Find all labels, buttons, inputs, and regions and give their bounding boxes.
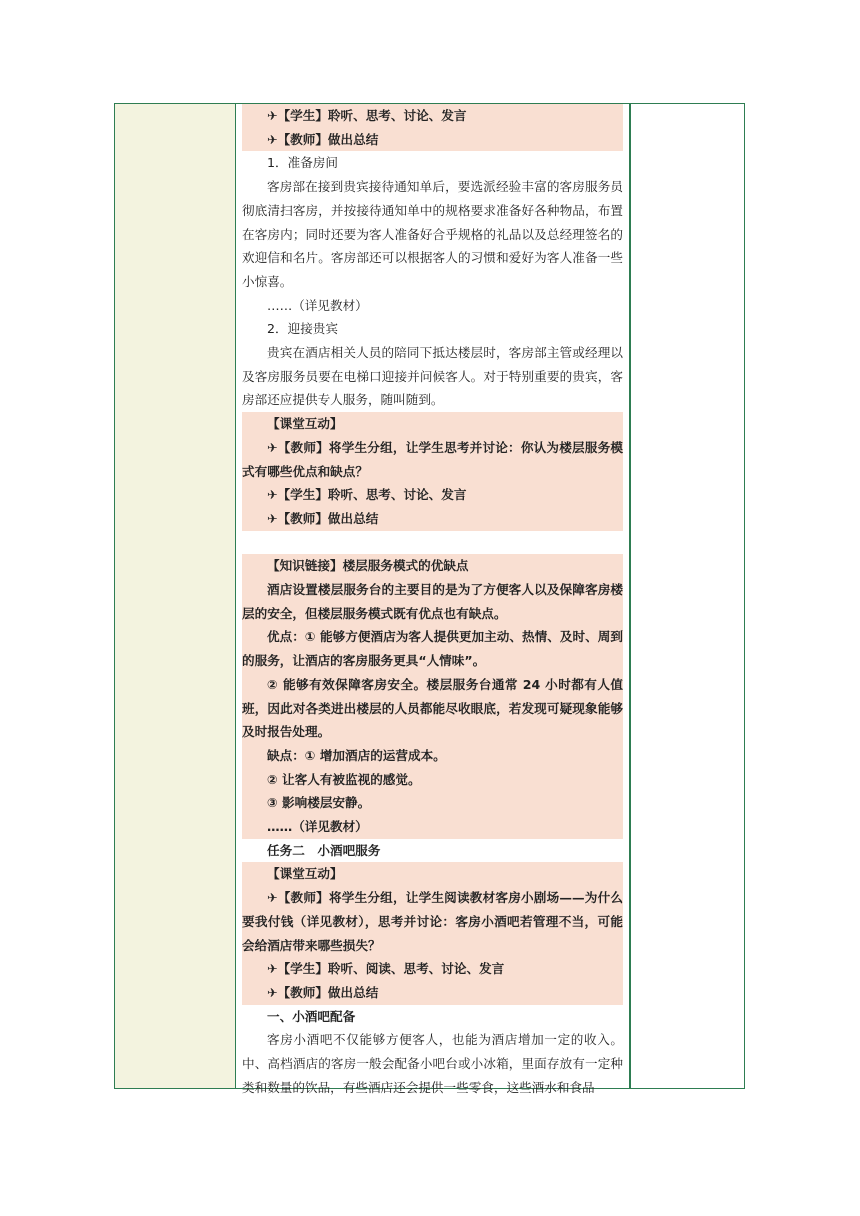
paragraph-minibar-setup: 客房小酒吧不仅能够方便客人，也能为酒店增加一定的收入。中、高档酒店的客房一般会配备小吧台或小冰箱，里面存放有一定种类和数量的饮品，有些酒店还会提供一些零食，这些酒水和食品 xyxy=(242,1032,623,1095)
teacher-task-line: ✈【教师】将学生分组，让学生阅读教材客房小剧场——为什么要我付钱（详见教材），思考并讨论：客房小酒吧若管理不当，可能会给酒店带来哪些损失？ xyxy=(242,886,623,957)
student-activity-line: ✈【学生】聆听、思考、讨论、发言 xyxy=(242,483,623,507)
see-textbook-note: ……（详见教材） xyxy=(267,297,368,313)
paragraph-prepare-room: 客房部在接到贵宾接待通知单后，要选派经验丰富的客房服务员彻底清扫客房，并按接待通知单中的规格要求准备好各种物品，布置在客房内；同时还要为客人准备好合乎规格的礼品以及总经理签名的欢迎信和名片。客房部还可以根据客人的习惯和爱好为客人准备一些小惊喜。 xyxy=(242,179,623,289)
lesson-table xyxy=(114,103,745,1095)
knowledge-link-intro: 酒店设置楼层服务台的主要目的是为了方便客人以及保障客房楼层的安全，但楼层服务模式既有优点也有缺点。 xyxy=(242,578,623,625)
disadvantage-two: ② 让客人有被监视的感觉。 xyxy=(242,768,623,792)
class-interaction-heading: 【课堂互动】 xyxy=(242,412,623,436)
right-column-divider xyxy=(629,104,631,1088)
teacher-summary-line: ✈【教师】做出总结 xyxy=(242,507,623,531)
see-textbook-note: ……（详见教材） xyxy=(242,815,623,839)
knowledge-link-heading: 【知识链接】楼层服务模式的优缺点 xyxy=(242,554,623,578)
teacher-summary-line: ✈【教师】做出总结 xyxy=(242,981,623,1005)
advantage-one: 优点：① 能够方便酒店为客人提供更加主动、热情、及时、周到的服务，让酒店的客房服务更具“人情味”。 xyxy=(242,625,623,672)
task-two-heading: 任务二 小酒吧服务 xyxy=(267,842,381,858)
class-interaction-heading: 【课堂互动】 xyxy=(242,862,623,886)
left-column xyxy=(115,104,236,1088)
student-activity-line: ✈【学生】聆听、思考、讨论、发言 xyxy=(242,104,623,128)
disadvantage-one: 缺点：① 增加酒店的运营成本。 xyxy=(242,744,623,768)
section-heading-prepare-room: 1．准备房间 xyxy=(267,155,338,171)
minibar-setup-heading: 一、小酒吧配备 xyxy=(267,1008,356,1024)
disadvantage-three: ③ 影响楼层安静。 xyxy=(242,791,623,815)
content-cell xyxy=(242,104,623,1100)
spacer xyxy=(242,531,623,555)
section-heading-greet-vip: 2．迎接贵宾 xyxy=(267,321,338,337)
teacher-summary-line: ✈【教师】做出总结 xyxy=(242,128,623,152)
student-activity-line: ✈【学生】聆听、阅读、思考、讨论、发言 xyxy=(242,957,623,981)
advantage-two: ② 能够有效保障客房安全。楼层服务台通常 24 小时都有人值班，因此对各类进出楼层的人员都能尽收眼底，若发现可疑现象能够及时报告处理。 xyxy=(242,673,623,744)
teacher-task-line: ✈【教师】将学生分组，让学生思考并讨论：你认为楼层服务模式有哪些优点和缺点？ xyxy=(242,436,623,483)
paragraph-greet-vip: 贵宾在酒店相关人员的陪同下抵达楼层时，客房部主管或经理以及客房服务员要在电梯口迎接并问候客人。对于特别重要的贵宾，客房部还应提供专人服务，随叫随到。 xyxy=(242,345,623,408)
